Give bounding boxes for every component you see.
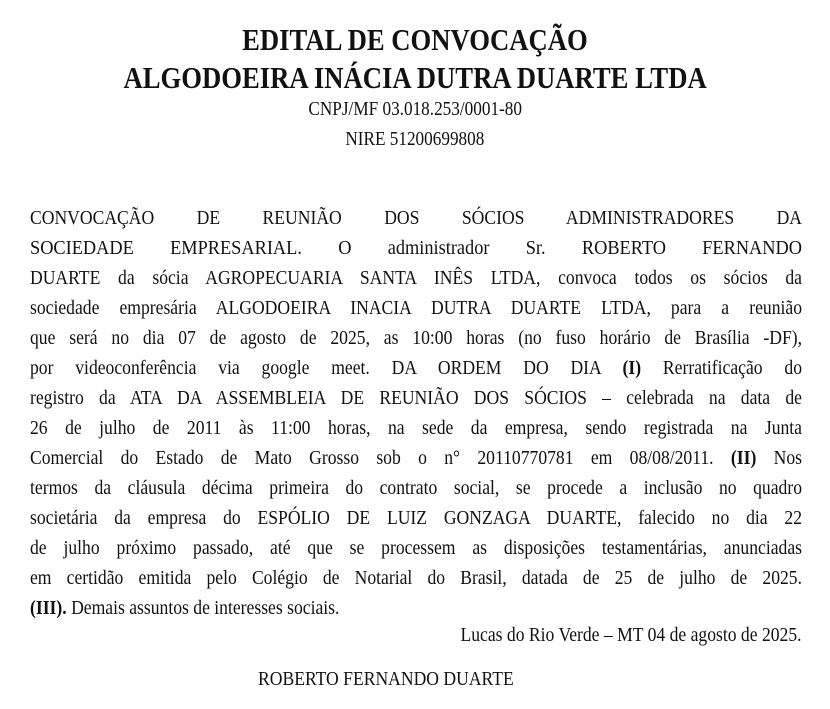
body-line-text [30,443,802,473]
body-line-text [30,293,802,323]
body-line-text [30,323,802,353]
body-text-segment: Nos [756,447,802,469]
body-line [30,293,802,323]
cnpj-line [0,97,830,121]
signature-name-text: ROBERTO FERNANDO DUARTE [258,668,514,690]
bold-item-marker: (II) [730,447,757,469]
body-line-text [30,263,802,293]
cnpj-text: CNPJ/MF 03.018.253/0001-80 [308,98,522,120]
bold-item-marker: (I) [622,357,642,379]
body-text-segment: SOCIEDADE EMPRESARIAL. O administrador Sr. ROBERTO FERNANDO [30,237,802,259]
body-line [30,533,802,563]
body-line [30,473,802,503]
body-line [30,593,802,623]
place-and-date [414,623,802,647]
document-title-text: EDITAL DE CONVOCAÇÃO [242,22,588,57]
body-line-text [30,233,802,263]
bold-item-marker: (III). [30,597,67,619]
body-line [30,503,802,533]
body-text-segment: sociedade empresária ALGODOEIRA INACIA DUTRA DUARTE LTDA, para a reunião [30,297,802,319]
body-line-text [30,563,802,593]
body-line [30,263,802,293]
convocation-body [30,203,802,623]
place-and-date-text: Lucas do Rio Verde – MT 04 de agosto de 2025. [460,624,802,646]
body-line [30,203,802,233]
body-text-segment: DUARTE da sócia AGROPECUARIA SANTA INÊS LTDA, convoca todos os sócios da [30,267,802,289]
nire-text: NIRE 51200699808 [345,128,485,150]
body-text-segment: Rerratificação do [641,357,802,379]
body-text-segment: por videoconferência via google meet. DA ORDEM DO DIA [30,357,623,379]
company-name-text: ALGODOEIRA INÁCIA DUTRA DUARTE LTDA [123,60,707,95]
body-line [30,563,802,593]
body-line [30,443,802,473]
body-text-segment: societária da empresa do ESPÓLIO DE LUIZ GONZAGA DUARTE, falecido no dia 22 [30,507,802,529]
body-line-text [30,503,802,533]
body-line-text [30,473,802,503]
body-text-segment: registro da ATA DA ASSEMBLEIA DE REUNIÃO DOS SÓCIOS – celebrada na data de [30,387,802,409]
body-text-segment: de julho próximo passado, até que se processem as disposições testamentárias, anunciadas [30,537,802,559]
nire-line [0,127,830,151]
body-text-segment: Demais assuntos de interesses sociais. [66,597,340,619]
body-text-segment: termos da cláusula décima primeira do contrato social, se procede a inclusão no quadro [30,477,802,499]
body-text-segment: que será no dia 07 de agosto de 2025, as 10:00 horas (no fuso horário de Brasília -DF), [30,327,802,349]
body-line [30,413,802,443]
body-line [30,323,802,353]
body-text-segment: Comercial do Estado de Mato Grosso sob o n° 20110770781 em 08/08/2011. [30,447,731,469]
body-text-segment: 26 de julho de 2011 às 11:00 horas, na sede da empresa, sendo registrada na Junta [30,417,802,439]
body-line-text [30,413,802,443]
signature-name [258,667,549,691]
company-name [0,60,830,96]
body-line-text [30,383,802,413]
body-line-text [30,203,802,233]
body-line [30,383,802,413]
body-line-text [30,533,802,563]
body-text-segment: em certidão emitida pelo Colégio de Notarial do Brasil, datada de 25 de julho de 2025. [30,567,802,589]
body-line-text [30,353,802,383]
body-line [30,233,802,263]
document-title [0,22,830,58]
body-line-text [30,593,339,623]
body-text-segment: CONVOCAÇÃO DE REUNIÃO DOS SÓCIOS ADMINISTRADORES DA [30,207,802,229]
body-line [30,353,802,383]
